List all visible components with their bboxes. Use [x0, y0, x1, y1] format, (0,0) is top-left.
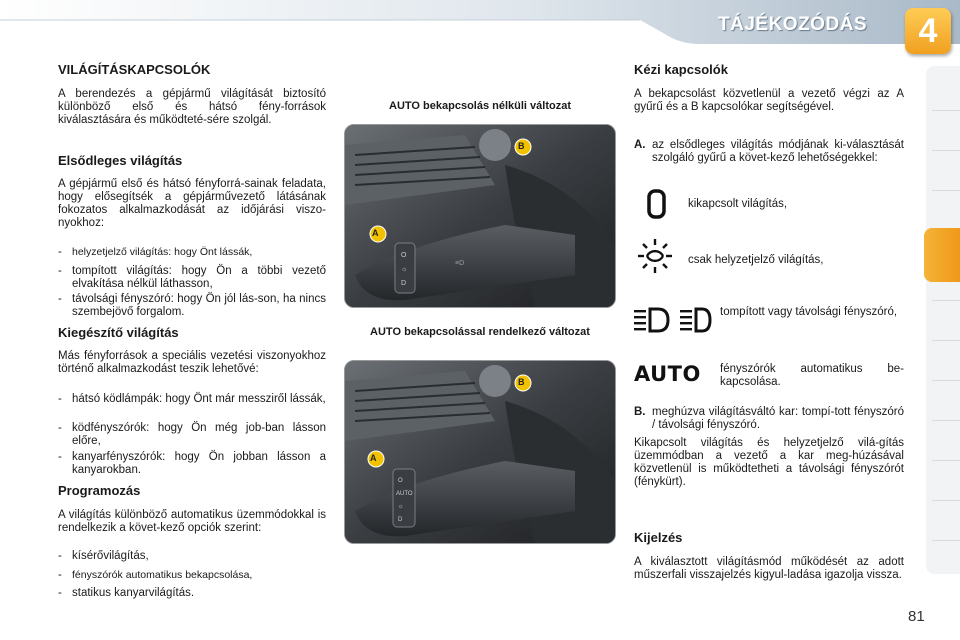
- ring-a-description: A. az elsődleges világítás módjának ki-választását szolgáló gyűrű a követ-kező lehetőségekkel:: [634, 139, 904, 164]
- list-item: - kísérővilágítás,: [58, 550, 149, 562]
- display-text: A kiválasztott világításmód működését az adott műszerfali visszajelzés kigyul-ladása igazolja vissza.: [634, 556, 904, 581]
- list-item: - helyzetjelző világítás: hogy Önt lássák,: [58, 246, 253, 258]
- label-b: B: [518, 141, 525, 151]
- label-b: B: [518, 377, 525, 387]
- option-headlight-text: tompított vagy távolsági fényszóró,: [720, 306, 898, 318]
- list-item: - statikus kanyarvilágítás.: [58, 587, 195, 599]
- option-auto-text: fényszórók automatikus be-kapcsolása.: [720, 363, 904, 388]
- primary-lighting-heading: Elsődleges világítás: [58, 153, 183, 168]
- intro-paragraph: A berendezés a gépjármű világítását biztosító különböző első és hátsó fény-források kiválasztására és működteté-sére szolgál.: [58, 88, 326, 126]
- chapter-tab[interactable]: [932, 300, 960, 301]
- chapter-tab-active[interactable]: [924, 228, 960, 282]
- list-item: - kanyarfényszórók: hogy Ön jobban lásson a kanyarokban.: [58, 451, 326, 476]
- sidelight-icon: [632, 236, 678, 282]
- chapter-tab[interactable]: [932, 500, 960, 501]
- svg-text:O: O: [401, 252, 407, 259]
- list-item: - fényszórók automatikus bekapcsolása,: [58, 569, 253, 581]
- svg-text:D: D: [398, 517, 403, 523]
- off-icon: [640, 186, 674, 222]
- programming-heading: Programozás: [58, 483, 141, 498]
- lever-b-description: B. meghúzva világításváltó kar: tompí-tott fényszóró / távolsági fényszóró.: [634, 406, 904, 431]
- chapter-tab[interactable]: [932, 540, 960, 541]
- stalk-photo-with-auto: [344, 360, 616, 544]
- chapter-tab[interactable]: [932, 380, 960, 381]
- option-sidelight-text: csak helyzetjelző világítás,: [688, 254, 824, 266]
- chapter-tab[interactable]: [932, 340, 960, 341]
- list-item: - ködfényszórók: hogy Ön még job-ban lásson előre,: [58, 422, 326, 447]
- chapter-title: TÁJÉKOZÓDÁS: [718, 14, 868, 35]
- svg-text:≡D: ≡D: [455, 260, 465, 267]
- auto-icon: AUTO: [634, 362, 701, 386]
- svg-text:O: O: [398, 478, 403, 484]
- primary-lighting-text: A gépjármű első és hátsó fényforrá-sainak feladata, hogy elősegítsék a gépjárművezető látásának fokozatos alkalmazkodását az időjárási viszo-nyokhoz:: [58, 178, 326, 229]
- list-item: - hátsó ködlámpák: hogy Önt már messziről lássák,: [58, 393, 326, 405]
- chapter-tab-rail: [926, 66, 960, 574]
- list-item: - távolsági fényszóró: hogy Ön jól lás-son, ha nincs szembejövő forgalom.: [58, 293, 326, 318]
- section-title: VILÁGÍTÁSKAPCSOLÓK: [58, 62, 211, 77]
- manual-switches-intro: A bekapcsolást közvetlenül a vezető végzi az A gyűrű és a B kapcsolókar segítségével.: [634, 88, 904, 113]
- option-off-text: kikapcsolt világítás,: [688, 198, 788, 210]
- caption-with-auto: AUTO bekapcsolással rendelkező változat: [370, 326, 590, 338]
- headlight-icon: [632, 306, 712, 334]
- chapter-tab[interactable]: [932, 190, 960, 191]
- chapter-number-badge: 4: [905, 8, 951, 54]
- additional-lighting-text: Más fényforrások a speciális vezetési viszonyokhoz történő alkalmazkodást teszik lehetővé:: [58, 350, 326, 375]
- chapter-tab[interactable]: [932, 110, 960, 111]
- chapter-tab[interactable]: [932, 460, 960, 461]
- additional-lighting-heading: Kiegészítő világítás: [58, 325, 179, 340]
- caption-without-auto: AUTO bekapcsolás nélküli változat: [389, 100, 571, 112]
- chapter-tab[interactable]: [932, 420, 960, 421]
- light-stalk-illustration: [345, 125, 615, 307]
- display-heading: Kijelzés: [634, 530, 683, 545]
- light-stalk-auto-illustration: [345, 361, 615, 543]
- svg-text:☼: ☼: [398, 504, 404, 510]
- manual-switches-heading: Kézi kapcsolók: [634, 62, 728, 77]
- stalk-photo-without-auto: [344, 124, 616, 308]
- label-a: A: [370, 453, 377, 463]
- svg-text:AUTO: AUTO: [396, 491, 413, 497]
- chapter-tab[interactable]: [932, 150, 960, 151]
- programming-text: A világítás különböző automatikus üzemmódokkal is rendelkezik a követ-kező opciók szerint:: [58, 509, 326, 534]
- svg-text:☼: ☼: [401, 266, 408, 273]
- svg-text:D: D: [401, 280, 407, 287]
- label-a: A: [372, 228, 379, 238]
- list-item: - tompított világítás: hogy Ön a többi vezető elvakítása nélkül láthasson,: [58, 265, 326, 290]
- page-number: 81: [908, 608, 925, 625]
- flash-note: Kikapcsolt világítás és helyzetjelző vilá-gítás üzemmódban a vezető a kar meg-húzásával közvetlenül is működtetheti a távolsági fényszórót (fénykürt).: [634, 437, 904, 488]
